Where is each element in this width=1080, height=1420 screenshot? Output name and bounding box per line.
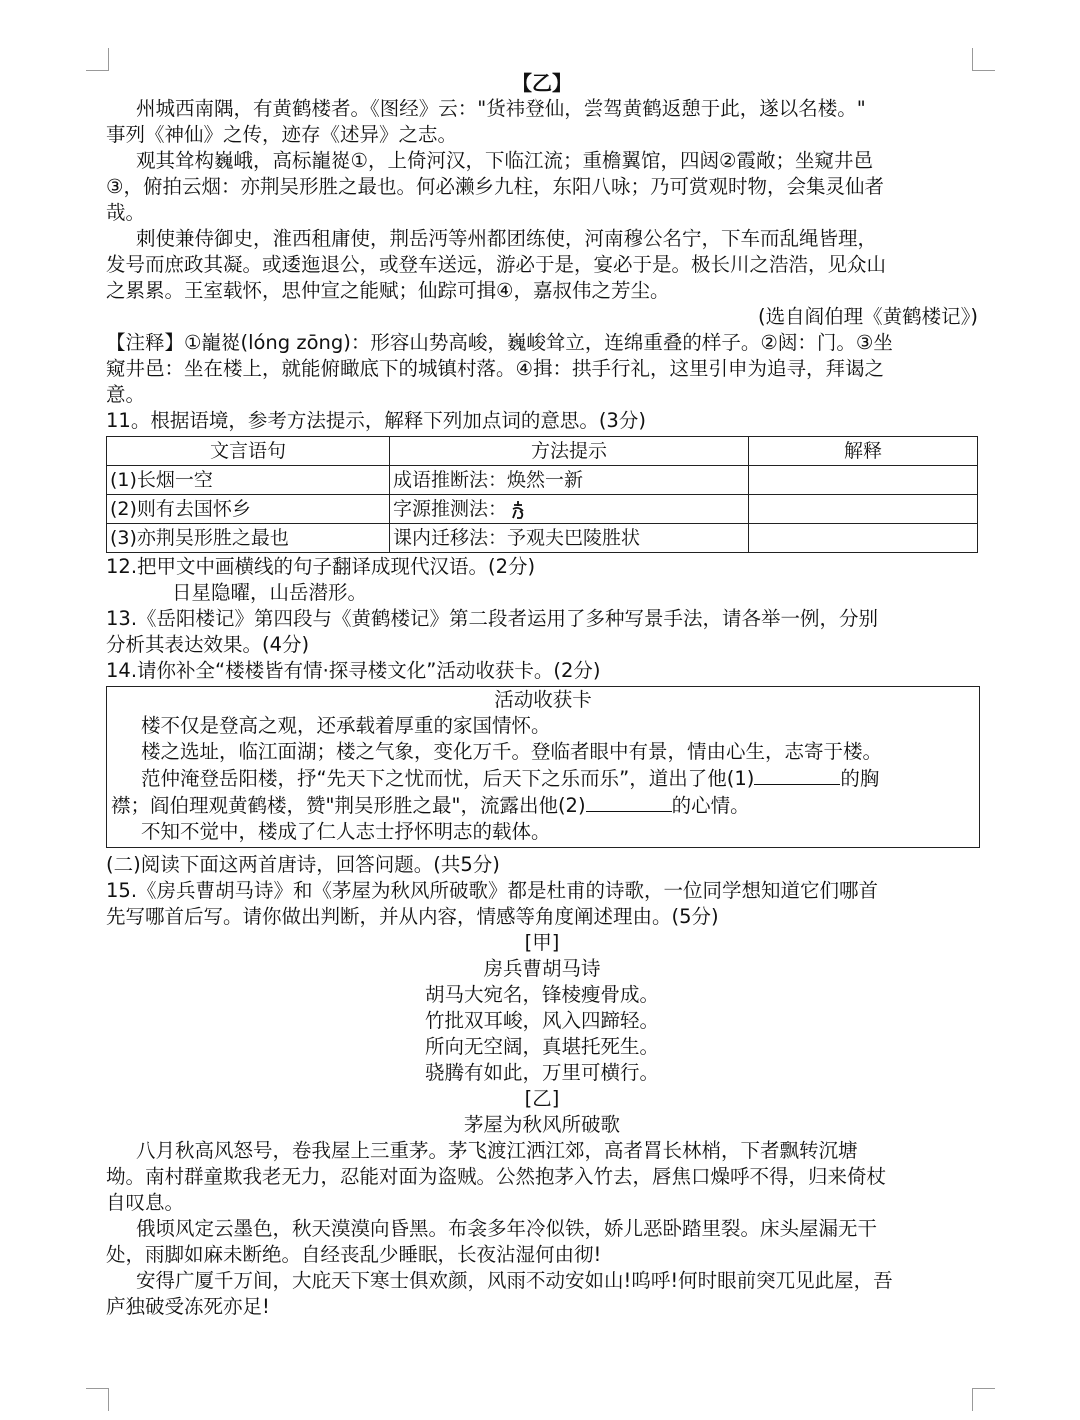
header-answer: 解释 [749, 437, 978, 466]
notes-line: 【注释】①巃嵸(lóng zōng)：形容山势高峻，巍峻耸立，连绵重叠的样子。②闼：门。③坐 [106, 331, 893, 354]
poem-jia-label: [甲] [524, 931, 560, 954]
row-answer-cell[interactable] [749, 495, 978, 524]
poem-jia-line: 竹批双耳峻，风入四蹄轻。 [424, 1009, 659, 1032]
notes-line: 窥井邑：坐在楼上，就能俯瞰底下的城镇村落。④揖：拱手行礼，这里引申为追寻，拜谒之 [106, 357, 884, 380]
card-text: 范仲淹登岳阳楼，抒“先天下之忧而忧，后天下之乐而乐”，道出了他(1) [141, 767, 755, 790]
q13-line: 13.《岳阳楼记》第四段与《黄鹤楼记》第二段者运用了多种写景手法，请各举一例，分别 [106, 607, 879, 630]
poem-yi-label: [乙] [524, 1087, 560, 1110]
card-line: 不知不觉中，楼成了仁人志士抒怀明志的载体。 [141, 820, 551, 843]
poem-yi-line: 俄顷风定云墨色，秋天漠漠向昏黑。布衾多年冷似铁，娇儿恶卧踏里裂。床头屋漏无干 [136, 1217, 878, 1240]
table-header-row [107, 437, 978, 466]
row-sentence: (2)则有去国怀乡 [107, 495, 390, 524]
poem-jia-line: 骁腾有如此，万里可横行。 [424, 1061, 659, 1084]
poem-yi-line: 处，雨脚如麻未断绝。自经丧乱少睡眠，长夜沾湿何由彻! [106, 1243, 602, 1266]
row-sentence: (1)长烟一空 [107, 466, 390, 495]
ancient-character-glyph-icon [507, 499, 529, 521]
q13-line: 分析其表达效果。(4分) [106, 633, 310, 656]
passage-line: 之累累。王室载怀，思仲宣之能赋；仙踪可揖④，嘉叔伟之芳尘。 [106, 279, 670, 302]
card-text: 的心情。 [671, 794, 750, 817]
card-text: 襟；阎伯理观黄鹤楼，赞"荆吴形胜之最"，流露出他(2) [111, 794, 586, 817]
poem-jia-title: 房兵曹胡马诗 [483, 957, 601, 980]
poem-jia-line: 所向无空阔，真堪托死生。 [424, 1035, 659, 1058]
table-row [107, 495, 978, 524]
poem-jia-line: 胡马大宛名，锋棱瘦骨成。 [424, 983, 659, 1006]
passage-line: 刺使兼侍御史，淮西租庸使，荆岳沔等州都团练使，河南穆公名宁，下车而乱绳皆理， [136, 227, 878, 250]
q14-stem: 14.请你补全“楼楼皆有情·探寻楼文化”活动收获卡。(2分) [106, 659, 601, 682]
header-method: 方法提示 [390, 437, 749, 466]
poem-yi-line: 八月秋高风怒号，卷我屋上三重茅。茅飞渡江洒江郊，高者罥长林梢，下者飘转沉塘 [136, 1139, 858, 1162]
harvest-card [106, 686, 980, 848]
blank-2-field[interactable] [586, 792, 672, 812]
section-2-heading: (二)阅读下面这两首唐诗，回答问题。(共5分) [106, 853, 500, 876]
card-line [111, 792, 975, 819]
passage-line: 哉。 [106, 201, 146, 224]
q12-stem: 12.把甲文中画横线的句子翻译成现代汉语。(2分) [106, 555, 536, 578]
card-line: 楼之选址，临江面湖；楼之气象，变化万千。登临者眼中有景，情由心生，志寄于楼。 [141, 740, 883, 763]
row-answer-cell[interactable] [749, 524, 978, 553]
row-sentence: (3)亦荆吴形胜之最也 [107, 524, 390, 553]
q15-line: 先写哪首后写。请你做出判断，并从内容，情感等角度阐述理由。(5分) [106, 905, 719, 928]
blank-1-field[interactable] [754, 765, 840, 785]
row-answer-cell[interactable] [749, 466, 978, 495]
card-title: 活动收获卡 [494, 688, 592, 711]
passage-line: 州城西南隅，有黄鹤楼者。《图经》云："货祎登仙，尝驾黄鹤返憩于此，遂以名楼。" [136, 97, 866, 120]
q15-line: 15.《房兵曹胡马诗》和《茅屋为秋风所破歌》都是杜甫的诗歌，一位同学想知道它们哪首 [106, 879, 879, 902]
poem-yi-line: 自叹息。 [106, 1191, 185, 1214]
card-text: 的胸 [840, 767, 880, 790]
header-sentence: 文言语句 [107, 437, 390, 466]
row-method: 成语推断法：焕然一新 [390, 466, 749, 495]
exam-page [106, 68, 978, 1320]
passage-source: (选自阎伯理《黄鹤楼记》) [758, 305, 978, 328]
q12-sentence: 日星隐曜，山岳潜形。 [172, 581, 368, 604]
q11-stem: 11。根据语境，参考方法提示，解释下列加点词的意思。(3分) [106, 409, 646, 432]
table-row [107, 466, 978, 495]
poem-yi-line: 坳。南村群童欺我老无力，忍能对面为盗贼。公然抱茅入竹去，唇焦口燥呼不得，归来倚杖 [106, 1165, 887, 1188]
row-method-cell [390, 495, 749, 524]
card-line: 楼不仅是登高之观，还承载着厚重的家国情怀。 [141, 714, 551, 737]
passage-line: 事列《神仙》之传，迹存《述异》之志。 [106, 123, 458, 146]
row-method: 课内迁移法：予观夫巴陵胜状 [390, 524, 749, 553]
passage-line: 观其耸构巍峨，高标巃嵸①，上倚河汉，下临江流；重檐翼馆，四闼②霞敞；坐窥井邑 [136, 149, 873, 172]
notes-line: 意。 [106, 383, 146, 406]
passage-line: 发号而庶政其凝。或逶迤退公，或登车送远，游必于是，宴必于是。极长川之浩浩，见众山 [106, 253, 887, 276]
passage-line: ③，俯拍云烟：亦荆吴形胜之最也。何必濑乡九柱，东阳八咏；乃可赏观时物，会集灵仙者 [106, 175, 884, 198]
poem-yi-line: 安得广厦千万间，大庇天下寒士俱欢颜，风雨不动安如山!呜呼!何时眼前突兀见此屋，吾 [136, 1269, 893, 1292]
row-method: 字源推测法： [393, 498, 508, 520]
crop-mark-bottom-left [86, 1388, 109, 1411]
crop-mark-bottom-right [972, 1388, 995, 1411]
q11-table [106, 436, 978, 553]
poem-yi-line: 庐独破受冻死亦足! [106, 1295, 270, 1318]
card-line [111, 765, 975, 792]
table-row [107, 524, 978, 553]
poem-yi-title: 茅屋为秋风所破歌 [463, 1113, 620, 1136]
passage-yi-heading: 【乙】 [512, 71, 572, 95]
